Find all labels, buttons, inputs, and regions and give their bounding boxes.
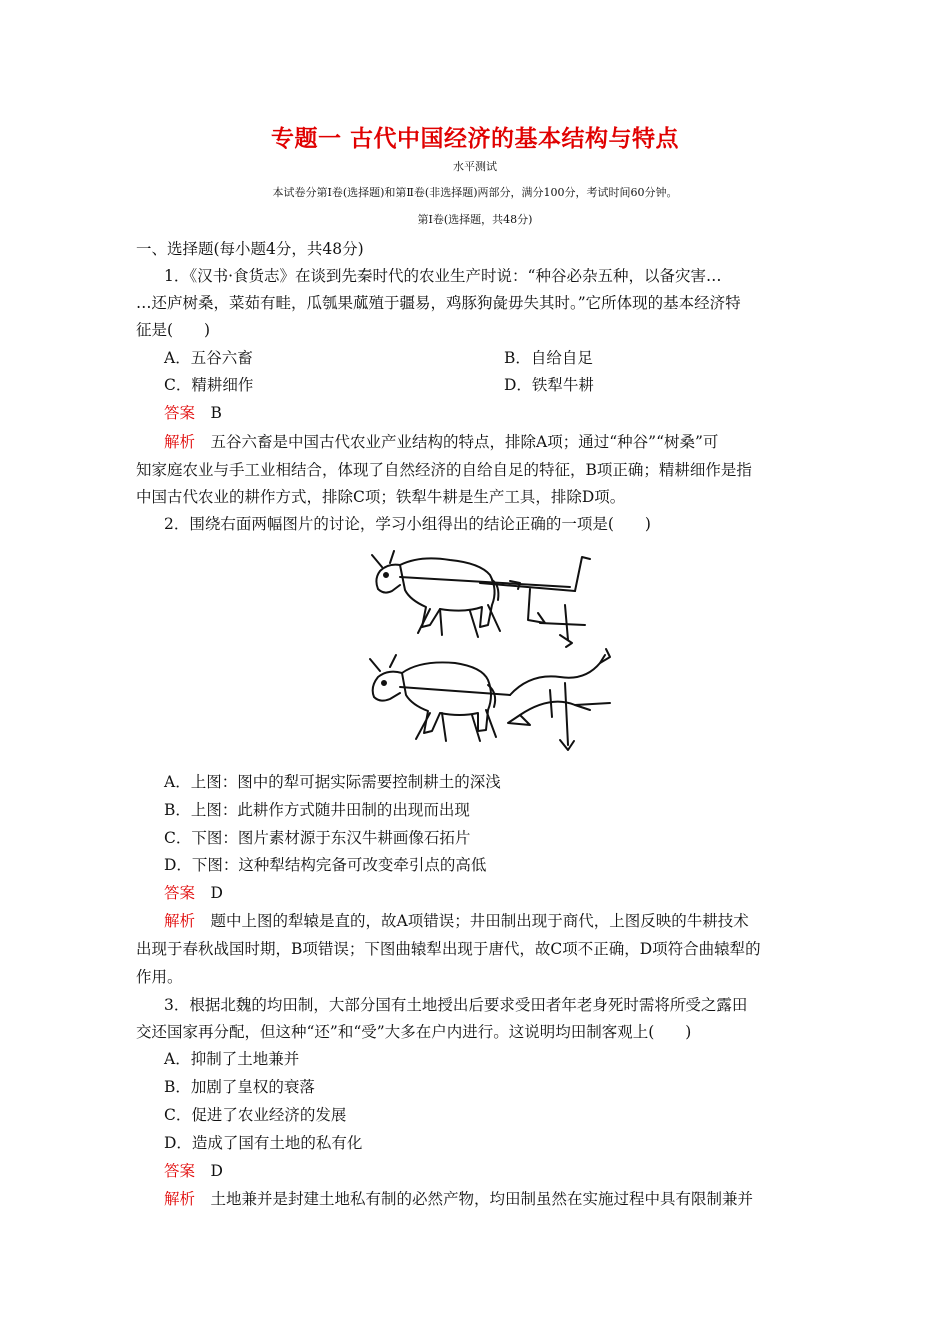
q1-analysis-line1	[164, 430, 718, 452]
q3-stem-line2: 交还国家再分配，但这种“还”和“受”大多在户内进行。这说明均田制客观上( )	[136, 1023, 692, 1041]
part1-title: 第Ⅰ卷(选择题，共48分)	[417, 213, 533, 226]
q1-option-a: A．五谷六畜	[164, 349, 253, 367]
q2-analysis-line2: 出现于春秋战国时期，B项错误；下图曲辕犁出现于唐代，故C项不正确，D项符合曲辕犁的	[136, 940, 761, 958]
answer-label: 答案	[164, 884, 196, 902]
q3-answer-value: D	[210, 1162, 223, 1180]
q3-option-b: B．加剧了皇权的衰落	[164, 1078, 315, 1096]
q1-option-c: C．精耕细作	[164, 376, 254, 394]
analysis-label: 解析	[164, 1190, 196, 1208]
q2-answer	[164, 881, 223, 903]
q3-option-a: A．抑制了土地兼并	[164, 1050, 300, 1068]
q2-analysis-line3: 作用。	[136, 968, 183, 986]
q3-option-c: C．促进了农业经济的发展	[164, 1106, 347, 1124]
page-title: 专题一 古代中国经济的基本结构与特点	[270, 126, 679, 152]
q1-stem-line1: 1．《汉书·食货志》在谈到先秦时代的农业生产时说：“种谷必杂五种，以备灾害…	[164, 267, 722, 285]
q2-option-c: C．下图：图片素材源于东汉牛耕画像石拓片	[164, 829, 471, 847]
q3-answer	[164, 1159, 223, 1181]
q2-answer-value: D	[210, 884, 223, 902]
subtitle: 水平测试	[453, 160, 497, 173]
ox-straight-plough-image	[372, 551, 590, 647]
q1-stem-line2: …还庐树桑，菜茹有畦，瓜瓠果蓏殖于疆易，鸡豚狗彘毋失其时。”它所体现的基本经济特	[136, 294, 741, 312]
section1-heading: 一、选择题(每小题4分，共48分)	[136, 240, 364, 258]
q2-option-d: D．下图：这种犁结构完备可改变牵引点的高低	[164, 856, 487, 874]
q1-analysis-line3: 中国古代农业的耕作方式，排除C项；铁犁牛耕是生产工具，排除D项。	[136, 488, 626, 506]
q1-analysis-text1: 五谷六畜是中国古代农业产业结构的特点，排除A项；通过“种谷”“树桑”可	[210, 433, 719, 451]
q1-answer	[164, 401, 222, 423]
q1-analysis-line2: 知家庭农业与手工业相结合，体现了自然经济的自给自足的特征，B项正确；精耕细作是指	[136, 461, 752, 479]
q1-option-b: B．自给自足	[504, 349, 593, 367]
q3-analysis-line1	[164, 1187, 753, 1209]
analysis-label: 解析	[164, 912, 196, 930]
q3-option-d: D．造成了国有土地的私有化	[164, 1134, 363, 1152]
analysis-label: 解析	[164, 433, 196, 451]
q2-analysis-text1: 题中上图的犁辕是直的，故A项错误；井田制出现于商代，上图反映的牛耕技术	[210, 912, 749, 930]
answer-label: 答案	[164, 1162, 196, 1180]
intro-text: 本试卷分第Ⅰ卷(选择题)和第Ⅱ卷(非选择题)两部分，满分100分，考试时间60分钟。	[272, 186, 678, 199]
plough-illustration	[360, 545, 630, 760]
q2-analysis-line1	[164, 909, 749, 931]
q1-option-d: D．铁犁牛耕	[504, 376, 594, 394]
q3-stem-line1: 3．根据北魏的均田制，大部分国有土地授出后要求受田者年老身死时需将所受之露田	[164, 996, 748, 1014]
q3-analysis-text1: 土地兼并是封建土地私有制的必然产物，均田制虽然在实施过程中具有限制兼并	[210, 1190, 754, 1208]
q1-answer-value: B	[210, 404, 222, 422]
q2-option-a: A．上图：图中的犁可据实际需要控制耕土的深浅	[164, 773, 501, 791]
q2-stem-line1: 2．围绕右面两幅图片的讨论，学习小组得出的结论正确的一项是( )	[164, 515, 651, 533]
ox-curved-plough-image	[370, 649, 610, 750]
q1-stem-line3: 征是( )	[136, 321, 211, 339]
q2-option-b: B．上图：此耕作方式随井田制的出现而出现	[164, 801, 470, 819]
answer-label: 答案	[164, 404, 196, 422]
